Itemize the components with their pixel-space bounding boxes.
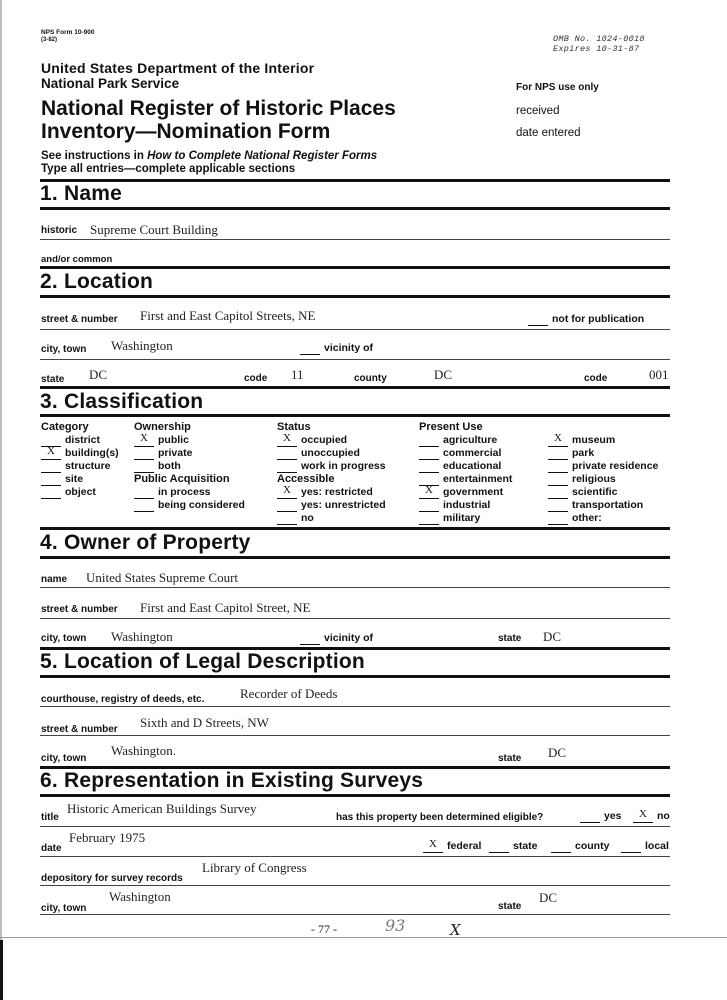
acquisition-in-process-checkbox[interactable] (134, 486, 245, 499)
checkbox-label: public (158, 434, 189, 446)
survey-city-label: city, town (41, 903, 87, 914)
state-label: state (41, 374, 65, 385)
checkbox-label: occupied (301, 434, 348, 446)
owner-name-label: name (41, 574, 68, 585)
scan-edge (0, 940, 3, 1000)
check-mark: X (283, 432, 291, 444)
section-4-title: 4. Owner of Property (40, 531, 251, 554)
legal-city-field[interactable]: Washington. (111, 743, 177, 758)
instructions-prefix: See instructions in (41, 150, 148, 162)
divider (40, 794, 670, 797)
survey-date-field[interactable]: February 1975 (69, 830, 146, 845)
vicinity-label: vicinity of (324, 632, 374, 644)
use-agriculture-checkbox[interactable] (419, 434, 512, 447)
divider (40, 386, 670, 389)
checkbox-label: religious (572, 473, 616, 485)
date-entered-label: date entered (516, 127, 581, 139)
check-mark: X (554, 432, 562, 444)
use-industrial-checkbox[interactable] (419, 499, 512, 512)
category-object-checkbox[interactable] (41, 486, 119, 499)
expires-date: Expires 10-31-87 (553, 44, 640, 54)
form-title-line1: National Register of Historic Places (41, 97, 396, 120)
county-label: county (354, 373, 387, 384)
checkbox-label: educational (443, 460, 502, 472)
historic-label: historic (41, 225, 78, 236)
checkbox-label: transportation (572, 499, 644, 511)
level-state-checkbox[interactable] (489, 840, 538, 853)
owner-state-label: state (498, 633, 522, 644)
field-underline (40, 826, 670, 827)
owner-city-label: city, town (41, 633, 87, 644)
use-transportation-checkbox[interactable] (548, 499, 658, 512)
checkbox-label: work in progress (301, 460, 386, 472)
county-code-field[interactable]: 001 (649, 367, 669, 382)
instructions-title: How to Complete National Register Forms (147, 150, 378, 162)
checkbox-label: unoccupied (301, 447, 360, 459)
status-work-in-progress-checkbox[interactable] (277, 460, 386, 473)
field-underline (40, 856, 670, 857)
survey-date-label: date (41, 843, 62, 854)
use-religious-checkbox[interactable] (548, 473, 658, 486)
category-buildings-checkbox[interactable] (41, 447, 119, 460)
field-underline (40, 618, 670, 619)
depository-label: depository for survey records (41, 873, 183, 884)
present-use-group-2 (548, 434, 658, 525)
owner-street-label: street & number (41, 604, 118, 615)
survey-state-field[interactable]: DC (539, 890, 558, 905)
field-underline (40, 587, 670, 588)
instructions-line2: Type all entries—complete applicable sections (41, 163, 296, 175)
section-5-title: 5. Location of Legal Description (40, 650, 365, 673)
page-number: - 77 - (311, 922, 337, 936)
checkbox-label: yes: restricted (301, 486, 373, 498)
eligible-question: has this property been determined eligible? (336, 812, 544, 823)
use-commercial-checkbox[interactable] (419, 447, 512, 460)
status-group (277, 421, 386, 525)
checkbox-label: both (158, 460, 181, 472)
city-label: city, town (41, 344, 87, 355)
vicinity-checkbox[interactable] (300, 342, 373, 355)
survey-state-label: state (498, 901, 522, 912)
checkbox-label: federal (447, 840, 482, 852)
public-acquisition-heading: Public Acquisition (134, 473, 230, 485)
use-educational-checkbox[interactable] (419, 460, 512, 473)
divider (40, 207, 670, 210)
use-private-residence-checkbox[interactable] (548, 460, 658, 473)
level-federal-checkbox[interactable] (423, 840, 481, 853)
survey-title-field[interactable]: Historic American Buildings Survey (67, 801, 257, 816)
omb-number: OMB No. 1024-0018 (553, 34, 645, 44)
city-field[interactable]: Washington (111, 338, 173, 353)
field-underline (40, 706, 670, 707)
checkbox-label: museum (572, 434, 616, 446)
checkbox-label: county (575, 840, 610, 852)
county-code-label: code (584, 373, 608, 384)
status-unoccupied-checkbox[interactable] (277, 447, 386, 460)
use-government-checkbox[interactable] (419, 486, 512, 499)
checkbox-label: commercial (443, 447, 502, 459)
use-other-checkbox[interactable] (548, 512, 658, 525)
owner-street-field[interactable]: First and East Capitol Street, NE (140, 600, 311, 615)
courthouse-field[interactable]: Recorder of Deeds (240, 686, 338, 701)
check-mark: X (429, 838, 437, 850)
checkbox-label: in process (158, 486, 211, 498)
divider (40, 675, 670, 678)
page-edge (0, 0, 2, 940)
category-structure-checkbox[interactable] (41, 460, 119, 473)
section-2-title: 2. Location (40, 270, 154, 293)
owner-state-field[interactable]: DC (543, 629, 562, 644)
checkbox-label: state (513, 840, 538, 852)
not-for-publication-checkbox[interactable] (528, 313, 644, 326)
form-number: NPS Form 10-900 (41, 29, 95, 36)
nps-use-only: For NPS use only (516, 82, 599, 93)
ownership-both-checkbox[interactable] (134, 460, 245, 473)
checkbox-label: no (657, 810, 670, 822)
ownership-group (134, 421, 245, 512)
eligible-no-checkbox[interactable] (633, 810, 670, 823)
owner-vicinity-checkbox[interactable] (300, 632, 373, 645)
accessible-unrestricted-checkbox[interactable] (277, 499, 386, 512)
check-mark: X (140, 432, 148, 444)
accessible-no-checkbox[interactable] (277, 512, 386, 525)
not-for-publication-label: not for publication (552, 313, 645, 325)
checkbox-label: entertainment (443, 473, 513, 485)
legal-city-label: city, town (41, 753, 87, 764)
checkbox-label: private (158, 447, 193, 459)
field-underline (40, 329, 670, 330)
divider (40, 556, 670, 559)
survey-city-field[interactable]: Washington (109, 889, 171, 904)
section-1-title: 1. Name (40, 182, 122, 205)
check-mark: X (425, 484, 433, 496)
legal-state-field[interactable]: DC (548, 745, 567, 760)
check-mark: X (283, 484, 291, 496)
legal-state-label: state (498, 753, 522, 764)
eligible-yes-checkbox[interactable] (580, 810, 622, 823)
survey-title-label: title (41, 812, 59, 823)
use-park-checkbox[interactable] (548, 447, 658, 460)
checkbox-label: military (443, 512, 481, 524)
checkbox-label: park (572, 447, 595, 459)
section-3-title: 3. Classification (40, 390, 204, 413)
accessible-restricted-checkbox[interactable] (277, 486, 386, 499)
checkbox-label: yes (604, 810, 622, 822)
level-local-checkbox[interactable] (621, 840, 669, 853)
checkbox-label: industrial (443, 499, 491, 511)
divider (40, 266, 670, 269)
ownership-private-checkbox[interactable] (134, 447, 245, 460)
legal-street-field[interactable]: Sixth and D Streets, NW (140, 715, 269, 730)
checkbox-label: agriculture (443, 434, 498, 446)
courthouse-label: courthouse, registry of deeds, etc. (41, 694, 205, 705)
handwritten-number: 93 (385, 916, 406, 935)
check-mark: X (639, 808, 647, 820)
use-scientific-checkbox[interactable] (548, 486, 658, 499)
acquisition-being-considered-checkbox[interactable] (134, 499, 245, 512)
street-label: street & number (41, 314, 118, 325)
department-name: United States Department of the Interior (41, 60, 315, 76)
field-underline (40, 239, 670, 240)
owner-city-field[interactable]: Washington (111, 629, 173, 644)
divider (40, 179, 670, 182)
state-field[interactable]: DC (89, 367, 108, 382)
checkbox-label: other: (572, 512, 602, 524)
divider (40, 527, 670, 530)
field-underline (40, 735, 670, 736)
checkbox-label: local (645, 840, 669, 852)
checkbox-label: district (65, 434, 101, 446)
use-museum-checkbox[interactable] (548, 434, 658, 447)
handwritten-mark: X (450, 921, 461, 939)
checkbox-label: scientific (572, 486, 618, 498)
checkbox-label: site (65, 473, 84, 485)
field-underline (40, 885, 670, 886)
level-county-checkbox[interactable] (551, 840, 609, 853)
checkbox-label: yes: unrestricted (301, 499, 386, 511)
ownership-public-checkbox[interactable] (134, 434, 245, 447)
checkbox-label: government (443, 486, 504, 498)
form-date: (3-82) (41, 37, 58, 43)
received-label: received (516, 105, 560, 117)
depository-field[interactable]: Library of Congress (202, 860, 307, 875)
check-mark: X (47, 445, 55, 457)
use-military-checkbox[interactable] (419, 512, 512, 525)
status-heading: Status (277, 421, 311, 433)
historic-name-field[interactable]: Supreme Court Building (90, 222, 218, 237)
owner-name-field[interactable]: United States Supreme Court (86, 570, 239, 585)
legal-street-label: street & number (41, 724, 118, 735)
common-name-label: and/or common (41, 254, 113, 265)
category-group (41, 421, 119, 499)
field-underline (40, 359, 670, 360)
service-name: National Park Service (41, 76, 180, 91)
checkbox-label: no (301, 512, 314, 524)
page-bottom-edge (0, 937, 727, 938)
checkbox-label: structure (65, 460, 111, 472)
status-occupied-checkbox[interactable] (277, 434, 386, 447)
present-use-group-1 (419, 421, 512, 525)
accessible-heading: Accessible (277, 473, 335, 485)
checkbox-label: object (65, 486, 96, 498)
checkbox-label: private residence (572, 460, 659, 472)
form-title-line2: Inventory—Nomination Form (41, 120, 331, 143)
street-field[interactable]: First and East Capitol Streets, NE (140, 308, 316, 323)
state-code-field[interactable]: 11 (291, 367, 304, 382)
instructions-line1 (41, 150, 377, 162)
field-underline (40, 914, 670, 915)
divider (40, 414, 670, 417)
county-field[interactable]: DC (434, 367, 453, 382)
ownership-heading: Ownership (134, 421, 191, 433)
category-site-checkbox[interactable] (41, 473, 119, 486)
present-use-heading: Present Use (419, 421, 483, 433)
section-6-title: 6. Representation in Existing Surveys (40, 769, 424, 792)
category-heading: Category (41, 421, 89, 433)
divider (40, 295, 670, 298)
checkbox-label: being considered (158, 499, 245, 511)
vicinity-label: vicinity of (324, 342, 374, 354)
checkbox-label: building(s) (65, 447, 119, 459)
state-code-label: code (244, 373, 268, 384)
